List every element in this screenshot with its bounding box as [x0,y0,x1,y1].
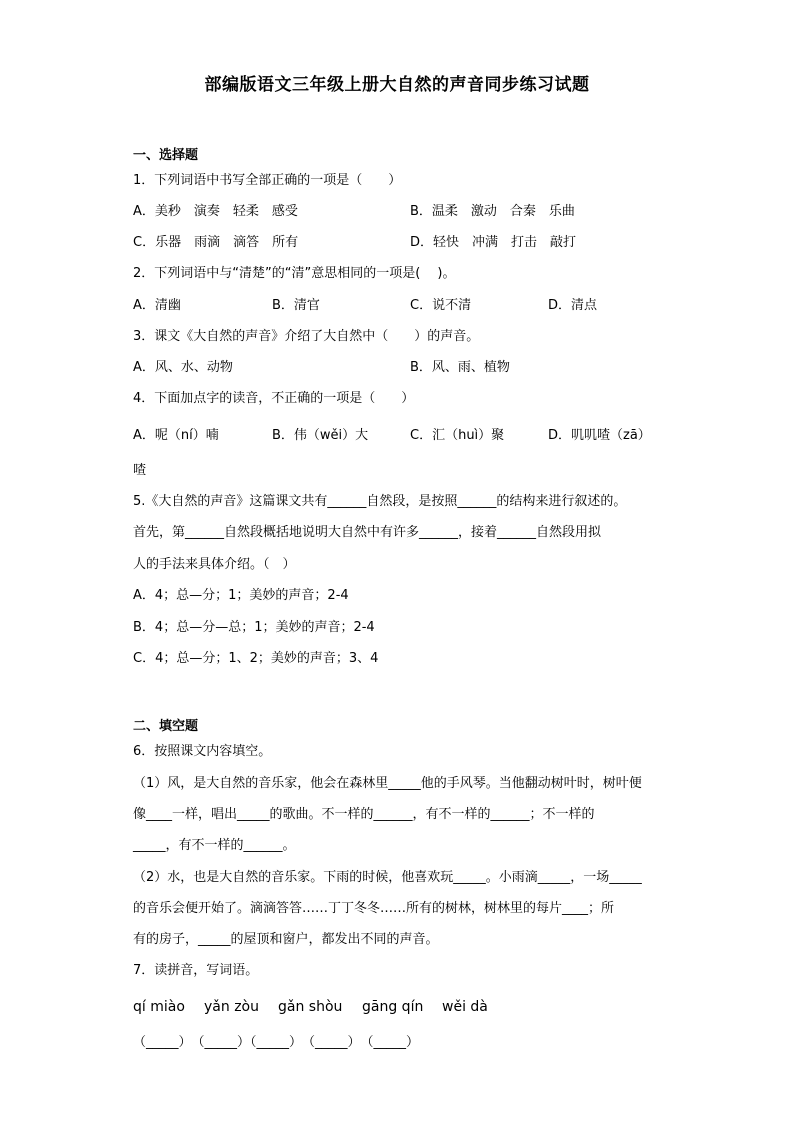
question-1-option-a: A．美秒 演奏 轻柔 感受 [133,204,298,219]
question-5-line-2: 首先，第______自然段概括地说明大自然中有许多______，接着______自然段用拟 [133,525,602,540]
question-1-option-d: D．轻快 冲满 打击 敲打 [410,235,577,250]
question-4-option-c: C．汇（huì）聚 [410,428,505,443]
question-6-part-2-line-1: （2）水，也是大自然的音乐家。下雨的时候，他喜欢玩_____。小雨滴_____，一场_____ [133,870,642,885]
question-5-option-c: C．4；总—分；1、2；美妙的声音；3、4 [133,651,379,666]
question-6-part-1-line-2: 像____一样，唱出_____的歌曲。不一样的______，有不一样的______；不一样的 [133,807,595,822]
question-6-part-1-line-1: （1）风，是大自然的音乐家，他会在森林里_____他的手风琴。当他翻动树叶时，树叶便 [133,776,642,791]
question-4-option-d: D．叽叽喳（zā） [548,428,651,443]
question-5-option-a: A．4；总—分；1；美妙的声音；2-4 [133,588,349,603]
question-1-option-c: C．乐器 雨滴 滴答 所有 [133,235,299,250]
question-6-part-2-line-3: 有的房子，_____的屋顶和窗户，都发出不同的声音。 [133,932,439,947]
pinyin-item: wěi dà [442,999,488,1015]
question-3-stem: 3．课文《大自然的声音》介绍了大自然中（ ）的声音。 [133,329,480,344]
question-2-option-d: D．清点 [548,298,598,313]
question-6-part-2-line-2: 的音乐会便开始了。滴滴答答……丁丁冬冬……所有的树林，树林里的每片____；所 [133,901,615,916]
question-2-option-a: A．清幽 [133,298,181,313]
pinyin-item: yǎn zòu [204,999,259,1015]
question-7-answer-blanks: （_____） （_____）（_____） （_____） （_____） [133,1035,420,1050]
question-6-part-1-line-3: _____，有不一样的______。 [133,838,296,853]
question-4-option-a: A．呢（ní）喃 [133,428,219,443]
question-4-stem: 4．下面加点字的读音，不正确的一项是（ ） [133,391,415,406]
question-4-option-d-continued: 喳 [133,463,147,478]
question-3-option-a: A．风、水、动物 [133,360,233,375]
pinyin-item: qí miào [133,999,185,1015]
question-2-option-c: C．说不清 [410,298,472,313]
question-5-line-1: 5.《大自然的声音》这篇课文共有______自然段，是按照______的结构来进行叙述的。 [133,494,627,509]
pinyin-item: gāng qín [362,999,424,1015]
question-4-option-b: B．伟（wěi）大 [272,428,369,443]
pinyin-item: gǎn shòu [278,999,343,1015]
section-heading-choice: 一、选择题 [133,148,199,163]
question-2-stem: 2．下列词语中与“清楚”的“清”意思相同的一项是( )。 [133,266,456,281]
question-6-stem: 6．按照课文内容填空。 [133,744,272,759]
question-2-option-b: B．清官 [272,298,320,313]
question-5-line-3: 人的手法来具体介绍。（ ） [133,557,296,572]
question-7-stem: 7．读拼音，写词语。 [133,963,259,978]
question-5-option-b: B．4；总—分—总；1；美妙的声音；2-4 [133,620,375,635]
section-heading-fill-in: 二、填空题 [133,719,199,734]
question-1-option-b: B．温柔 激动 合秦 乐曲 [410,204,575,219]
page-title: 部编版语文三年级上册大自然的声音同步练习试题 [204,75,590,95]
question-1-stem: 1．下列词语中书写全部正确的一项是（ ） [133,173,402,188]
question-3-option-b: B．风、雨、植物 [410,360,510,375]
